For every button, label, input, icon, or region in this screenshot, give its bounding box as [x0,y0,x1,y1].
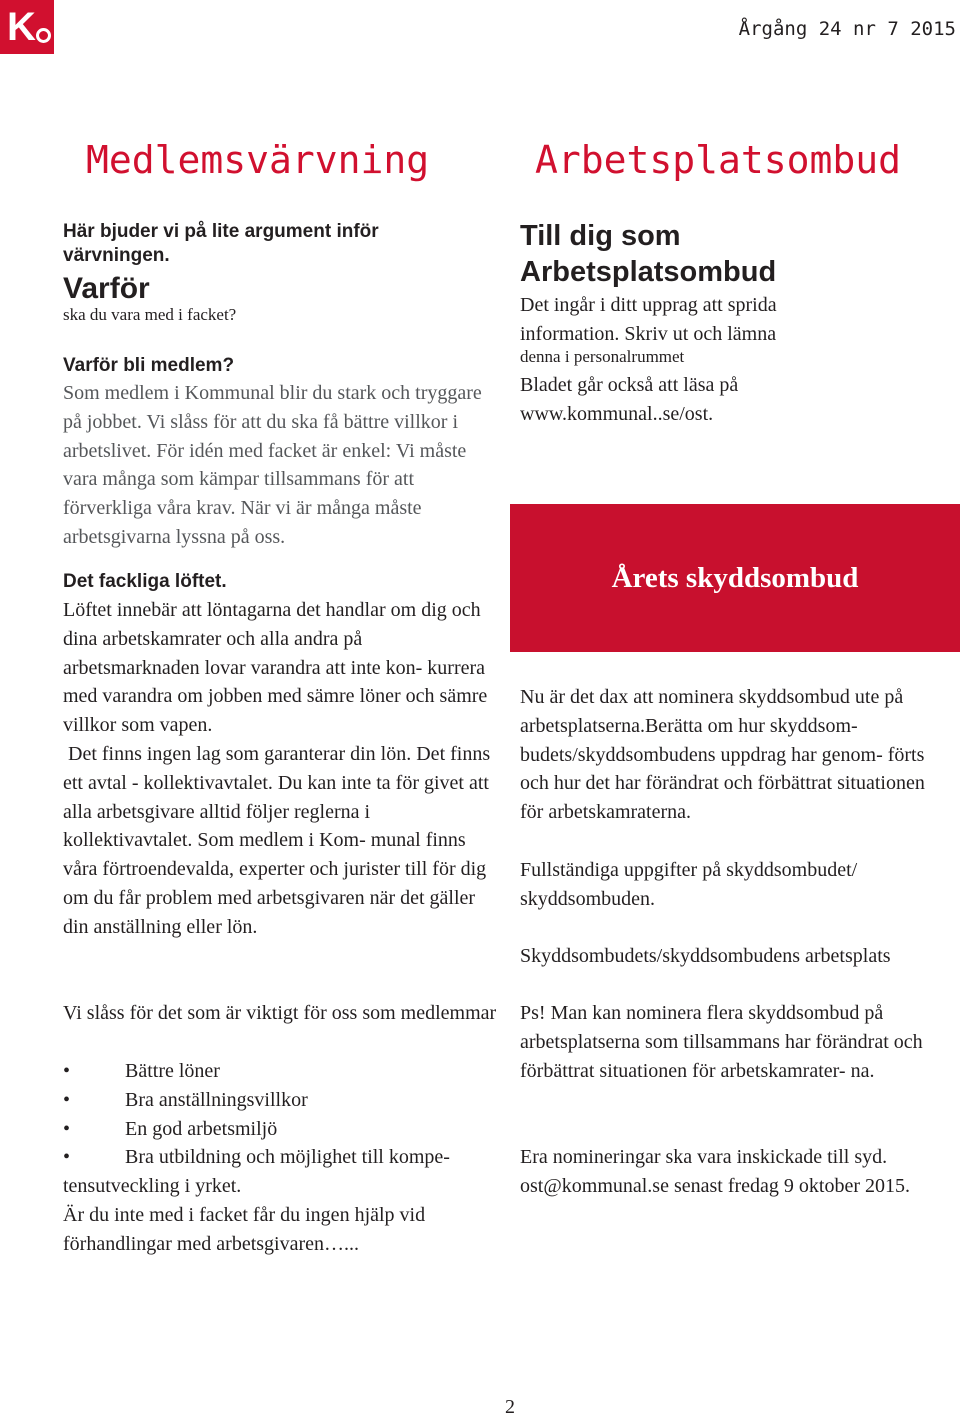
ombud-info-3: Bladet går också att läsa på www.kommunal..se/ost. [520,374,739,425]
promise-heading: Det fackliga löftet. [63,571,227,592]
ps-paragraph: Ps! Man kan nominera flera skyddsombud på arbetsplatserna som tillsammans har förändrat och förbättrat situationen för arbetskamrater- na. [520,1002,923,1082]
why-heading: Varför bli medlem? [63,355,235,376]
bullet-continuation: tensutveckling i yrket. [63,1175,242,1197]
closing-paragraph: Är du inte med i facket får du ingen hjälp vid förhandlingar med arbetsgivaren…... [63,1204,426,1255]
list-item: • En god arbetsmiljö [63,1117,278,1140]
deadline-paragraph: Era nomineringar ska vara inskickade till syd. ost@kommunal.se senast fredag 9 oktober 2015. [520,1146,911,1197]
workplace-line: Skyddsombudets/skyddsombudens arbetsplats [520,945,891,967]
details-paragraph: Fullständiga uppgifter på skyddsombudet/ skyddsombuden. [520,859,858,910]
ombud-heading-line1: Till dig som [520,220,681,252]
list-item: • Bra anställningsvillkor [63,1088,308,1111]
logo-letter: K [7,5,36,49]
right-title: Arbetsplatsombud [535,138,902,182]
issue-info: Årgång 24 nr 7 2015 [738,18,956,40]
ombud-info: Det ingår i ditt upprag att sprida information. Skriv ut och lämna [520,294,777,345]
fight-paragraph: Vi slåss för det som är viktigt för oss som medlemmar [63,1002,497,1024]
intro-text: Här bjuder vi på lite argument inför värvningen. [63,221,379,266]
ombud-heading-line2: Arbetsplatsombud [520,256,777,288]
why-paragraph: Som medlem i Kommunal blir du stark och tryggare på jobbet. Vi slåss för att du ska få bättre villkor i arbetslivet. För idén med facket är enkel: Vi måste vara många som kämpar tillsammans för att förverkliga våra krav. När vi är många måste arbetsgivarna lyssna på oss. [63,382,482,548]
promise-paragraph-2: Det finns ingen lag som garanterar din lön. Det finns ett avtal - kollektivavtalet. Du kan inte ta för givet att alla arbetsgivare alltid följer reglerna i kollektivavtalet. Som medlem i Kom- munal finns våra förtroendevalda, experter och jurister till för dig om du får problem med arbetsgivaren när det gäller din anställning eller lön. [63,743,496,938]
nominate-paragraph: Nu är det dax att nominera skyddsombud ute på arbetsplatserna.Berätta om hur skyddsom- budets/skyddsombudens uppdrag har genom- förts och hur det har förändrat och förbättrat situationen för arbetskamraterna. [520,686,925,824]
varfor-heading: Varför [63,272,150,305]
varfor-subheading: ska du vara med i facket? [63,305,237,324]
skyddsombud-banner [510,504,960,652]
ombud-info-2: denna i personalrummet [520,347,685,366]
left-title: Medlemsvärvning [86,138,430,182]
kommunal-logo [0,0,54,54]
logo-dot-icon [36,28,51,43]
promise-paragraph: Löftet innebär att löntagarna det handlar om dig och dina arbetskamrater och alla andra på arbetsmarknaden lovar varandra att inte kon- kurrera med varandra om jobben med sämre löner och sämre villkor som vapen. [63,599,488,737]
banner-title: Årets skyddsombud [611,562,859,594]
list-item: • Bra utbildning och möjlighet till kompe- [63,1146,450,1169]
page-number: 2 [505,1396,515,1418]
list-item: • Bättre löner [63,1060,220,1082]
benefit-list [63,1057,503,1172]
